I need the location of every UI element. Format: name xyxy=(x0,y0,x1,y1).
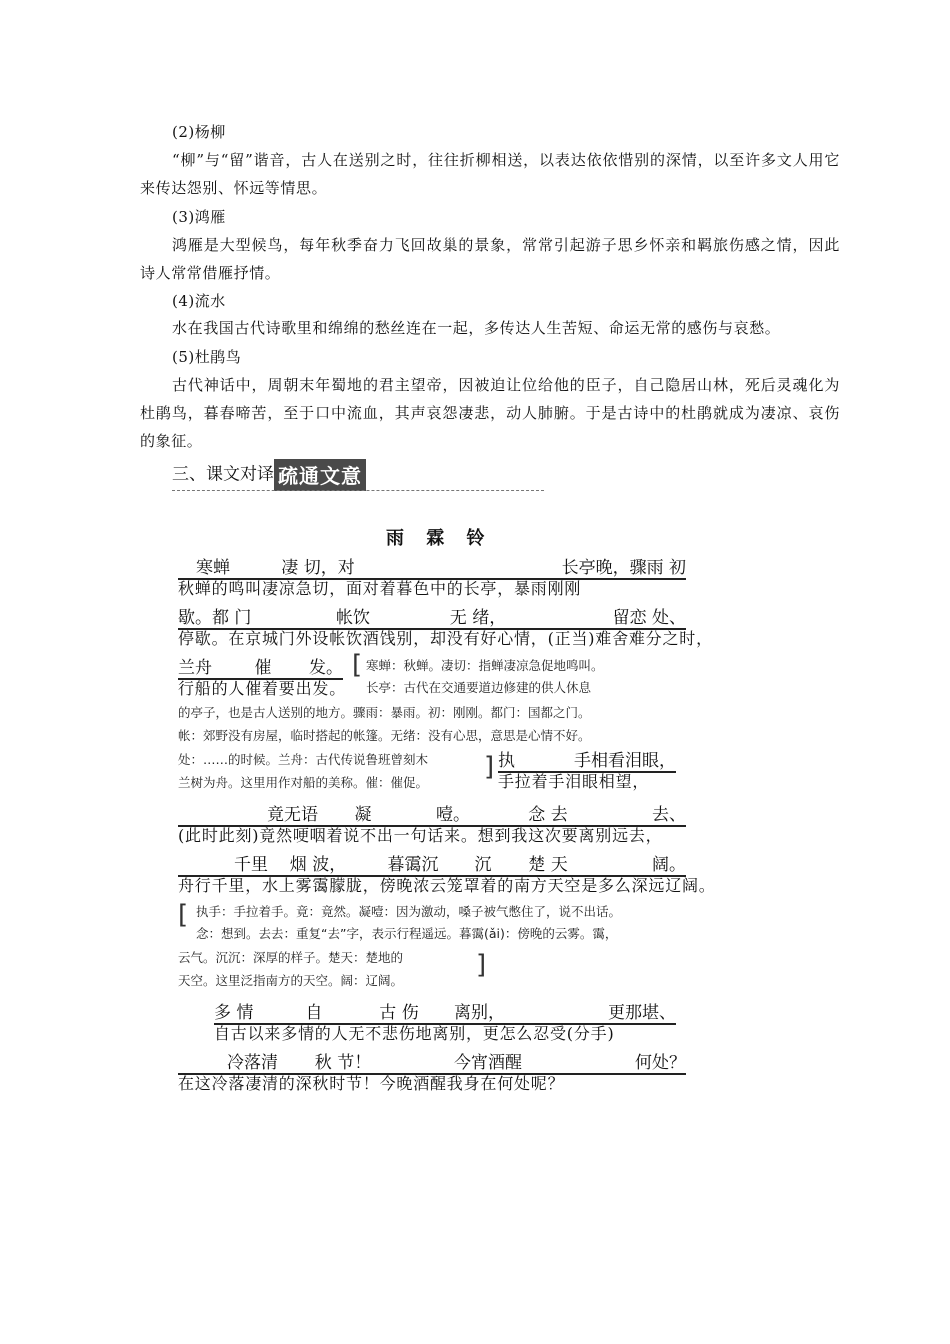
poem-line-translation: (此时此刻)竟然哽咽着说不出一句话来。想到我这次要离别远去， xyxy=(178,826,663,845)
annotation-line: 执手：手拉着手。竟：竟然。凝噎：因为激动，嗓子被气憋住了，说不出话。 xyxy=(196,904,622,919)
poem-word: 竟无语 xyxy=(267,805,318,825)
annotation-line: 天空。这里泛指南方的天空。阔：辽阔。 xyxy=(178,973,404,988)
note-bracket-open: [ xyxy=(178,900,189,930)
poem-word: 无 绪， xyxy=(449,608,507,628)
annotation-line: 兰树为舟。这里用作对船的美称。催：催促。 xyxy=(178,775,429,790)
poem-line-translation: 行船的人催着要出发。 xyxy=(178,679,347,698)
poem-word: 凄 切，对 xyxy=(281,558,355,578)
poem-line-translation: 停歇。在京城门外设帐饮酒饯别，却没有好心情，(正当)难舍难分之时， xyxy=(178,629,713,648)
poem-word: 何处？ xyxy=(635,1053,686,1073)
poem-line-translation: 在这冷落凄清的深秋时节！今晚酒醒我身在何处呢？ xyxy=(178,1074,565,1093)
poem-word: 秋 节！ xyxy=(314,1053,372,1073)
poem-word: 阔。 xyxy=(652,855,686,875)
poem-word: 执 xyxy=(498,751,515,771)
poem-word: 沉 xyxy=(474,855,492,875)
note-bracket-close: ] xyxy=(484,752,495,782)
poem-word: 离别， xyxy=(454,1003,505,1023)
annotation-line: 的亭子，也是古人送别的地方。骤雨：暴雨。初：刚刚。都门：国都之门。 xyxy=(178,705,591,720)
poem-word: 寒蝉 xyxy=(196,558,230,578)
poem-word: 帐饮 xyxy=(336,608,370,628)
poem-line-translation: 秋蝉的鸣叫凄凉急切，面对着暮色中的长亭，暴雨刚刚 xyxy=(178,579,582,598)
poem-word: 暮霭沉 xyxy=(387,855,439,875)
annotation-line: 寒蝉：秋蝉。凄切：指蝉凄凉急促地鸣叫。 xyxy=(366,658,604,673)
poem-word: 手相看泪眼， xyxy=(574,751,676,771)
paragraph-yangliu: “柳”与“留”谐音，古人在送别之时，往往折柳相送，以表达依依惜别的深情，以至许多文人用它来传达怨别、怀远等情思。 xyxy=(140,151,840,197)
poem-word: 长亭晚，骤雨 初 xyxy=(561,558,686,578)
annotation-line: 念：想到。去去：重复“去”字，表示行程遥远。暮霭(ǎi)：傍晚的云雾。霭， xyxy=(196,926,618,941)
poem-word: 催 xyxy=(254,658,272,678)
paragraph-dujuan: 古代神话中，周朝末年蜀地的君主望帝，因被迫让位给他的臣子，自己隐居山林，死后灵魂化为杜鹃鸟，暮春啼苦，至于口中流血，其声哀怨凄悲，动人肺腑。于是古诗中的杜鹃就成为凄凉、哀伤的象征。 xyxy=(140,376,840,450)
poem-word: 烟 波， xyxy=(289,855,347,875)
poem-word: 楚 天 xyxy=(528,855,568,875)
paragraph-liushui: 水在我国古代诗歌里和绵绵的愁丝连在一起，多传达人生苦短、命运无常的感伤与哀愁。 xyxy=(172,319,781,337)
poem-word: 念 去 xyxy=(528,805,568,825)
poem-word: 古 伤 xyxy=(379,1003,419,1023)
annotation-line: 云气。沉沉：深厚的样子。楚天：楚地的 xyxy=(178,950,404,965)
poem-word: 发。 xyxy=(309,658,343,678)
poem-word: 去、 xyxy=(652,805,686,825)
poem-word: 自 xyxy=(305,1003,323,1023)
poem-line-translation: 手拉着手泪眼相望， xyxy=(498,772,650,791)
poem-word: 今宵酒醒 xyxy=(454,1053,522,1073)
poem-word: 多 情 xyxy=(214,1003,254,1023)
poem-line-translation: 自古以来多情的人无不悲伤地离别，更怎么忍受(分手) xyxy=(214,1024,615,1043)
annotation-line: 帐：郊野没有房屋，临时搭起的帐篷。无绪：没有心思，意思是心情不好。 xyxy=(178,728,591,743)
poem-word: 凝 xyxy=(354,805,372,825)
poem-word: 兰舟 xyxy=(178,658,212,678)
poem-word: 噎。 xyxy=(436,805,470,825)
poem-word: 千里 xyxy=(234,855,268,875)
heading-liushui: (4)流水 xyxy=(172,292,226,310)
note-bracket-open: [ xyxy=(352,650,363,680)
heading-yangliu: (2)杨柳 xyxy=(172,123,226,141)
poem-word: 歇。都 门 xyxy=(178,608,252,628)
section-label: 三、课文对译 xyxy=(172,464,274,485)
note-bracket-close: ] xyxy=(476,950,487,980)
poem-title: 雨 霖 铃 xyxy=(386,528,493,549)
poem-word: 冷落清 xyxy=(227,1053,278,1073)
annotation-line: 处：……的时候。兰舟：古代传说鲁班曾刻木 xyxy=(178,752,429,767)
poem-word: 更那堪、 xyxy=(608,1003,676,1023)
poem-word: 留恋 处、 xyxy=(612,608,686,628)
heading-hongyan: (3)鸿雁 xyxy=(172,208,226,226)
heading-dujuan: (5)杜鹃鸟 xyxy=(172,348,242,366)
dashed-divider xyxy=(172,490,544,491)
annotation-line: 长亭：古代在交通要道边修建的供人休息 xyxy=(366,680,592,695)
paragraph-hongyan: 鸿雁是大型候鸟，每年秋季奋力飞回故巢的景象，常常引起游子思乡怀亲和羁旅伤感之情，因此诗人常常借雁抒情。 xyxy=(140,236,840,282)
poem-line-translation: 舟行千里，水上雾霭朦胧，傍晚浓云笼罩着的南方天空是多么深远辽阔。 xyxy=(178,876,716,895)
section-badge: 疏通文意 xyxy=(274,459,366,491)
section-heading-translation xyxy=(172,459,366,491)
